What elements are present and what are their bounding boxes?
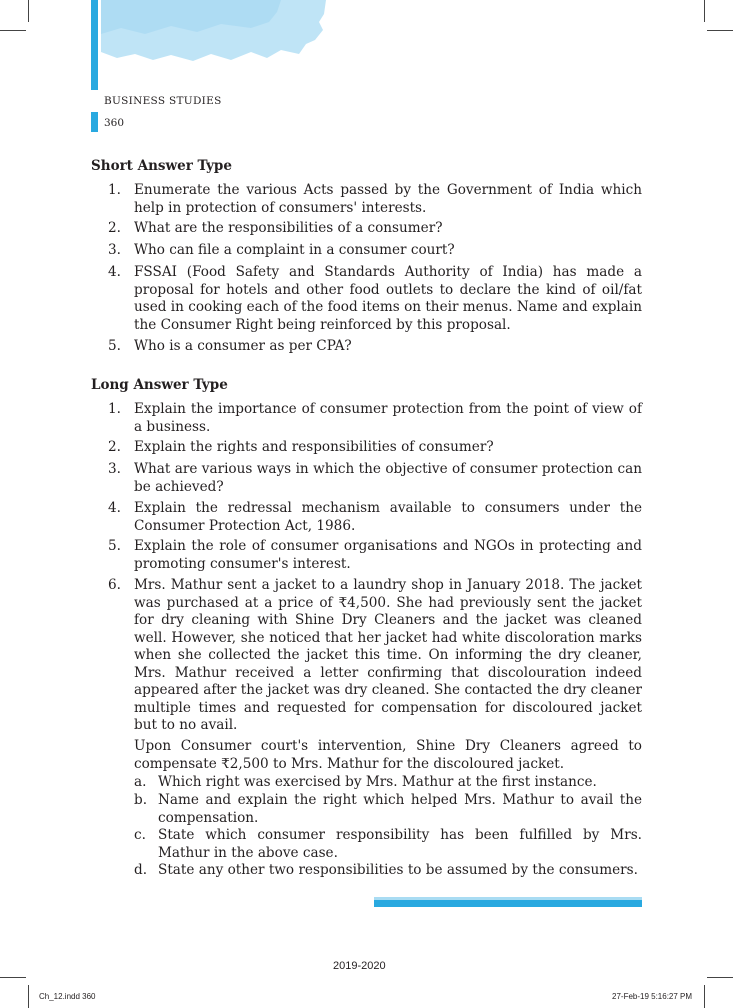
crop-mark	[704, 0, 705, 22]
header-splash-graphic	[101, 0, 326, 62]
sub-question-letter: b.	[134, 792, 148, 808]
sub-question-text: State any other two responsibilities to be assumed by the consumers.	[158, 862, 638, 878]
question-number: 1.	[108, 401, 121, 417]
section-title-long-answer: Long Answer Type	[91, 377, 228, 393]
question-number: 1.	[108, 182, 121, 198]
sub-question-letter: d.	[134, 862, 148, 878]
case-followup-text: Upon Consumer court's intervention, Shine Dry Cleaners agreed to compensate ₹2,500 to Mrs. Mathur for the discoloured jacket.	[134, 738, 642, 772]
question-text: Enumerate the various Acts passed by the Government of India which help in protection of consumers' interests.	[134, 182, 642, 216]
question-text: What are various ways in which the objective of consumer protection can be achieved?	[134, 461, 642, 495]
crop-mark	[0, 30, 26, 31]
question-text: Explain the redressal mechanism available to consumers under the Consumer Protection Act, 1986.	[134, 500, 642, 534]
crop-mark	[707, 977, 733, 978]
question-text: Explain the role of consumer organisations and NGOs in protecting and promoting consumer's interest.	[134, 538, 642, 572]
crop-mark	[704, 985, 705, 1008]
question-text: What are the responsibilities of a consumer?	[134, 220, 443, 236]
question-text: Explain the importance of consumer protection from the point of view of a business.	[134, 401, 642, 435]
question-number: 5.	[108, 538, 121, 554]
question-number: 6.	[108, 577, 121, 593]
question-number: 2.	[108, 439, 121, 455]
question-number: 4.	[108, 264, 121, 280]
case-study-text: Mrs. Mathur sent a jacket to a laundry shop in January 2018. The jacket was purchased at a price of ₹4,500. She had previously sent the jacket for dry cleaning with Shine Dry Cleaners and the jacket was cleaned well. However, she noticed that her jacket had white discoloration marks when she collected the jacket this time. On informing the dry cleaner, Mrs. Mathur received a letter confirming that discolouration indeed appeared after the jacket was dry cleaned. She contacted the dry cleaner multiple times and requested for compensation for discoloured jacket but to no avail.	[134, 577, 642, 733]
sub-question-letter: a.	[134, 774, 147, 790]
sub-question-text: Name and explain the right which helped Mrs. Mathur to avail the compensation.	[158, 792, 642, 826]
page-number: 360	[104, 117, 125, 129]
sub-question-text: State which consumer responsibility has been fulfilled by Mrs. Mathur in the above case.	[158, 827, 642, 861]
crop-mark	[28, 0, 29, 22]
question-number: 3.	[108, 242, 121, 258]
header-accent-bar	[91, 0, 98, 90]
question-number: 5.	[108, 338, 121, 354]
question-text: Who can file a complaint in a consumer court?	[134, 242, 455, 258]
question-text: Explain the rights and responsibilities of consumer?	[134, 439, 494, 455]
footer-year: 2019-2020	[333, 960, 386, 972]
page-number-accent-bar	[91, 112, 98, 132]
sub-question-text: Which right was exercised by Mrs. Mathur at the first instance.	[158, 774, 597, 790]
question-number: 2.	[108, 220, 121, 236]
running-head: BUSINESS STUDIES	[104, 95, 222, 107]
section-title-short-answer: Short Answer Type	[91, 158, 232, 174]
question-text: FSSAI (Food Safety and Standards Authority of India) has made a proposal for hotels and other food outlets to declare the kind of oil/fat used in cooking each of the food items on their menus. Name and explain the Consumer Right being reinforced by this proposal.	[134, 264, 642, 333]
print-slug-file: Ch_12.indd 360	[39, 992, 96, 1001]
sub-question-letter: c.	[134, 827, 146, 843]
question-text: Who is a consumer as per CPA?	[134, 338, 352, 354]
crop-mark	[28, 985, 29, 1008]
print-slug-timestamp: 27-Feb-19 5:16:27 PM	[612, 992, 693, 1001]
question-number: 3.	[108, 461, 121, 477]
question-number: 4.	[108, 500, 121, 516]
crop-mark	[0, 977, 26, 978]
footer-accent-bar	[374, 900, 642, 907]
crop-mark	[707, 30, 733, 31]
